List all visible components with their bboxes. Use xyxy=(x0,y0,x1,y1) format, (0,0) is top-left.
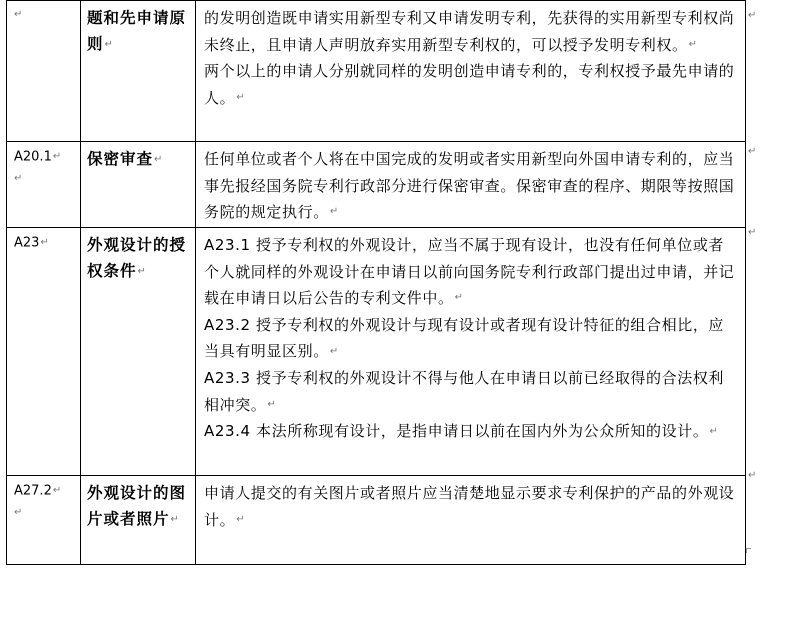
article-id-cell[interactable] xyxy=(7,142,81,228)
paragraph-mark: ↵ xyxy=(688,38,698,50)
paragraph-mark: ↵ xyxy=(104,38,114,50)
paragraph-mark: ↵ xyxy=(137,265,147,277)
article-title: 题和先申请原则 xyxy=(87,9,187,53)
paragraph-mark: ↵ xyxy=(329,345,339,357)
article-title: 保密审查 xyxy=(87,150,154,168)
article-paragraph: A23.3 授予专利权的外观设计不得与他人在申请日以前已经取得的合法权利相冲突。↵ xyxy=(204,369,725,414)
article-paragraph: 任何单位或者个人将在中国完成的发明或者实用新型向外国申请专利的，应当事先报经国务院专利行政部分进行保密审查。保密审查的程序、期限等按照国务院的规定执行。↵ xyxy=(204,150,735,221)
article-id: A20.1↵ xyxy=(14,149,62,165)
article-paragraph: 申请人提交的有关图片或者照片应当清楚地显示要求专利保护的产品的外观设计。↵ xyxy=(204,484,735,529)
article-paragraph: A23.2 授予专利权的外观设计与现有设计或者现有设计特征的组合相比，应当具有明显区别。↵ xyxy=(204,315,725,361)
row-end-mark: ↵ xyxy=(748,227,757,238)
article-body-cell[interactable] xyxy=(196,476,746,565)
table-row xyxy=(7,228,746,476)
row-end-mark: ↵ xyxy=(748,470,757,481)
article-title-cell[interactable] xyxy=(81,476,196,565)
article-title: 外观设计的授权条件 xyxy=(87,236,187,280)
paragraph-mark: ↵ xyxy=(170,513,180,525)
row-end-mark: ↵ xyxy=(748,146,757,157)
article-body-cell[interactable] xyxy=(196,142,746,228)
article-id-cell[interactable] xyxy=(7,476,81,565)
article-id-cell[interactable] xyxy=(7,1,81,142)
paragraph-mark: ↵ xyxy=(236,92,246,103)
paragraph-mark: ↵ xyxy=(14,9,23,20)
paragraph-mark: ↵ xyxy=(14,172,23,184)
article-body-cell[interactable] xyxy=(196,228,746,476)
paragraph-mark: ↵ xyxy=(236,513,246,525)
article-paragraph: 两个以上的申请人分别就同样的发明创造申请专利的，专利权授予最先申请的人。↵ xyxy=(204,62,735,107)
article-paragraph: A23.1 授予专利权的外观设计，应当不属于现有设计，也没有任何单位或者个人就同样的外观设计在申请日以前向国务院专利行政部门提出过申请，并记载在申请日以后公告的专利文件中。↵ xyxy=(204,236,735,307)
article-body-cell[interactable] xyxy=(196,1,746,142)
table-row xyxy=(7,1,746,142)
patent-law-table xyxy=(6,0,746,565)
row-end-mark: ↵ xyxy=(748,10,757,21)
article-title-cell[interactable] xyxy=(81,1,196,142)
paragraph-mark: ↵ xyxy=(52,151,62,162)
paragraph-mark: ↵ xyxy=(454,292,464,304)
paragraph-mark: ↵ xyxy=(709,425,719,437)
paragraph-mark: ↵ xyxy=(52,485,62,496)
article-title: 外观设计的图片或者照片 xyxy=(87,484,187,528)
article-paragraph: 的发明创造既申请实用新型专利又申请发明专利，先获得的实用新型专利权尚未终止，且申请人声明放弃实用新型专利权的，可以授予发明专利权。↵ xyxy=(204,9,735,54)
paragraph-mark: ↵ xyxy=(154,153,164,165)
article-title-cell[interactable] xyxy=(81,142,196,228)
paragraph-mark: ↵ xyxy=(329,206,339,218)
article-id-cell[interactable] xyxy=(7,228,81,476)
article-id: A27.2↵ xyxy=(14,483,62,499)
article-title-cell[interactable] xyxy=(81,228,196,476)
paragraph-mark: ↵ xyxy=(14,506,23,518)
table-row xyxy=(7,142,746,228)
table-row xyxy=(7,476,746,565)
article-paragraph: A23.4 本法所称现有设计，是指申请日以前在国内外为公众所知的设计。↵ xyxy=(204,422,719,441)
table-end-marker xyxy=(746,548,751,553)
paragraph-mark: ↵ xyxy=(267,398,277,410)
article-id: A23↵ xyxy=(14,235,49,251)
paragraph-mark: ↵ xyxy=(40,237,49,248)
